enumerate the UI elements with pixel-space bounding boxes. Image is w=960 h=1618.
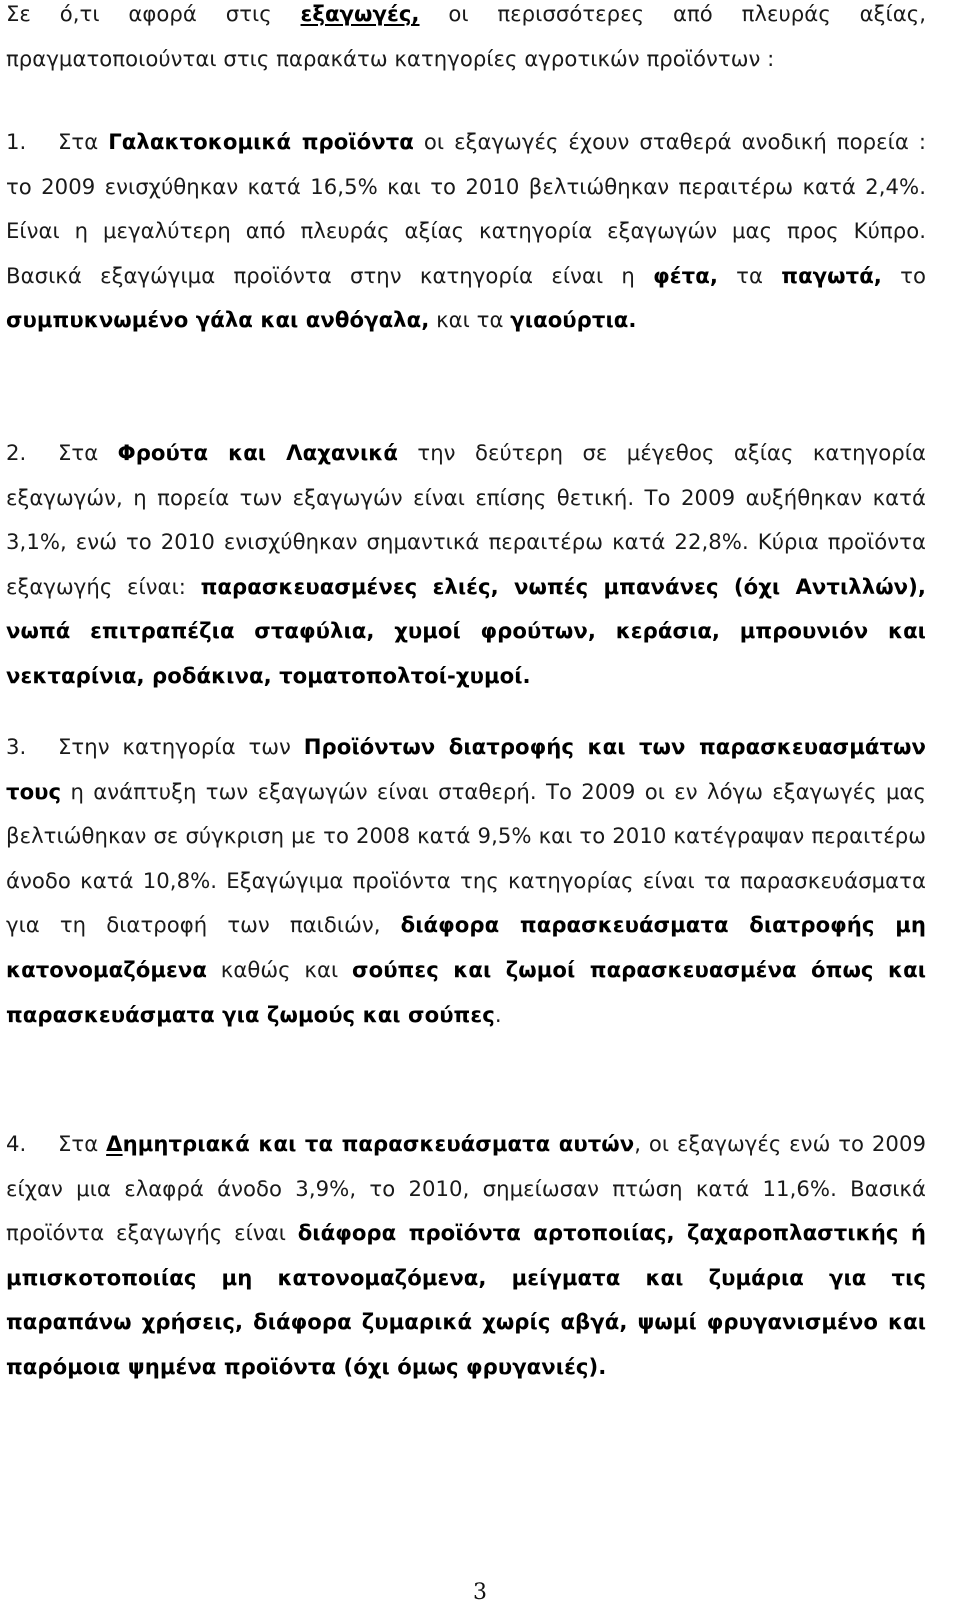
paragraph-food-products: [6, 725, 926, 1037]
paragraph-dairy: [6, 120, 926, 343]
intro-text-rest: οι περισσότερες από πλευράς αξίας, πραγματοποιούνται στις παρακάτω κατηγορίες αγροτικών προϊόντων :: [6, 1, 926, 71]
text: , οι εξαγωγές ενώ το 2009 είχαν μια ελαφρά άνοδο 3,9%, το 2010, σημείωσαν πτώση κατά 11,6%. Βασικά προϊόντα εξαγωγής είναι: [6, 1131, 927, 1246]
intro-paragraph: [6, 0, 926, 81]
text: Στην κατηγορία των: [58, 734, 304, 759]
text: καθώς και: [206, 956, 353, 982]
text: οι εξαγωγές έχουν σταθερά ανοδική πορεία : το 2009 ενισχύθηκαν κατά 16,5% και το 2010 βελτιώθηκαν περαιτέρω κατά 2,4%. Είναι η μεγαλύτερη από πλευράς αξίας κατηγορία εξαγωγών μας προς Κύπρο. Βασικά εξαγώγιμα προϊόντα στην κατηγορία είναι η: [6, 129, 927, 288]
intro-text: Σε ό,τι αφορά στις: [6, 1, 301, 26]
text: τα: [717, 262, 782, 288]
food-heading: Προϊόντων διατροφής και των παρασκευασμάτων τους: [6, 734, 926, 804]
text: Στα: [58, 129, 109, 154]
dairy-heading: Γαλακτοκομικά προϊόντα: [108, 129, 414, 154]
paragraph-cereals: [6, 1122, 926, 1390]
text: το: [881, 262, 926, 288]
fruits-heading: Φρούτα και Λαχανικά: [117, 440, 399, 465]
text: και τα: [429, 307, 511, 333]
bold-text: παρασκευασμένες ελιές, νωπές μπανάνες (όχι Αντιλλών), νωπά επιτραπέζια σταφύλια, χυμοί φρούτων, κεράσια, μπρουνιόν και νεκταρίνια, ροδάκινα, τοματοπολτοί-χυμοί.: [6, 573, 926, 688]
bold-text: γιαούρτια.: [510, 307, 637, 333]
item-number: 2.: [6, 440, 27, 465]
cereals-heading: ημητριακά και τα παρασκευάσματα αυτών: [122, 1131, 635, 1156]
item-number: 4.: [6, 1131, 27, 1156]
text: την δεύτερη σε μέγεθος αξίας κατηγορία εξαγωγών, η πορεία των εξαγωγών είναι επίσης θετική. Το 2009 αυξήθηκαν κατά 3,1%, ενώ το 2010 ενισχύθηκαν σημαντικά περαιτέρω κατά 22,8%. Κύρια προϊόντα εξαγωγής είναι:: [6, 440, 926, 599]
exports-word: εξαγωγές,: [300, 1, 420, 26]
text: Στα: [58, 1131, 107, 1156]
bold-text: διάφορα προϊόντα αρτοποιίας, ζαχαροπλαστικής ή μπισκοτοποιίας μη κατονομαζόμενα, μείγματα και ζυμάρια για τις παραπάνω χρήσεις, διάφορα ζυμαρικά χωρίς αβγά, ψωμί φρυγανισμένο και παρόμοια ψημένα προϊόντα (όχι όμως φρυγανιές).: [6, 1220, 926, 1379]
cereals-heading-initial: Δ: [106, 1131, 123, 1156]
text: Στα: [58, 440, 118, 465]
page-number: 3: [473, 1580, 487, 1605]
bold-text: φέτα,: [653, 262, 718, 288]
bold-text: παγωτά,: [781, 262, 882, 288]
item-number: 3.: [6, 734, 27, 759]
bold-text: συμπυκνωμένο γάλα και ανθόγαλα,: [6, 307, 430, 333]
bold-text: διάφορα παρασκευάσματα διατροφής μη κατονομαζόμενα: [6, 912, 927, 982]
paragraph-fruits-vegetables: [6, 431, 926, 699]
text: .: [494, 1001, 502, 1027]
bold-text: σούπες και ζωμοί παρασκευασμένα όπως και παρασκευάσματα για ζωμούς και σούπες: [6, 956, 926, 1027]
text: η ανάπτυξη των εξαγωγών είναι σταθερή. Το 2009 οι εν λόγω εξαγωγές μας βελτιώθηκαν σε σύγκριση με το 2008 κατά 9,5% και το 2010 κατέγραψαν περαιτέρω άνοδο κατά 10,8%. Εξαγώγιμα προϊόντα της κατηγορίας είναι τα παρασκευάσματα για τη διατροφή των παιδιών,: [6, 778, 926, 938]
item-number: 1.: [6, 129, 27, 154]
